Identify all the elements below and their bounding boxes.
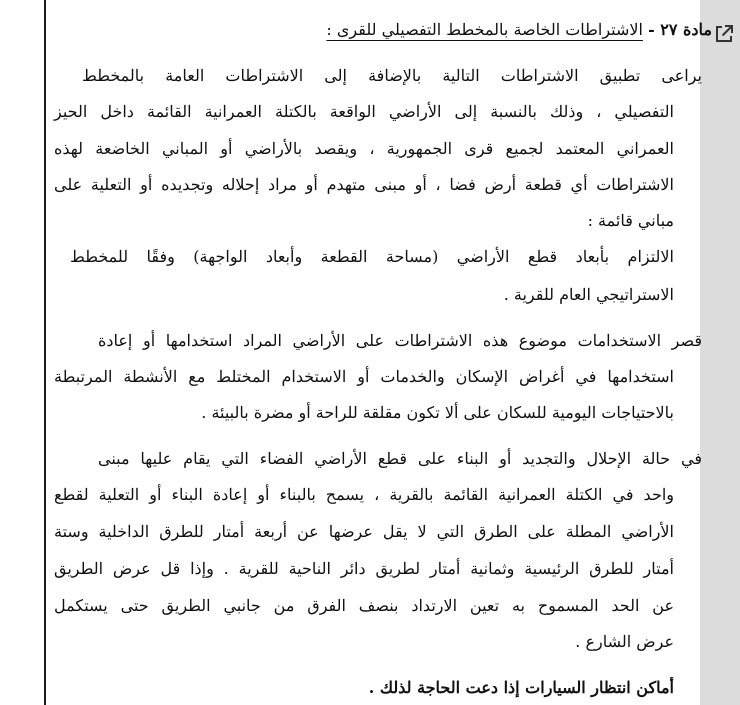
article-number: مادة ٢٧ -: [648, 20, 712, 39]
list-item-line: أمتار للطرق الرئيسية وثمانية أمتار لطريق دائر الناحية للقرية . وإذا قل عرض الطريق: [54, 559, 674, 578]
list-item-line: قصر الاستخدامات موضوع هذه الاشتراطات على الأراضي المراد استخدامها أو إعادة: [98, 331, 702, 350]
article-title: [326, 22, 712, 38]
paragraph-line: العمراني المعتمد لجميع قرى الجمهورية ، ويقصد بالأراضي أو المباني الخاضعة لهذه: [54, 139, 674, 158]
article-heading: الاشتراطات الخاصة بالمخطط التفصيلي للقرى :: [326, 20, 643, 39]
list-item-line: عن الحد المسموح به تعين الارتداد بنصف الفرق من جانبي الطريق حتى يستكمل: [54, 596, 674, 615]
list-item-line: في حالة الإحلال والتجديد أو البناء على قطع الأراضي الفضاء التي يقام عليها مبنى: [98, 449, 702, 468]
list-item-line: الاستراتيجي العام للقرية .: [503, 285, 674, 304]
list-item-line: استخدامها في أغراض الإسكان والخدمات أو الاستخدام المختلط مع الأنشطة المرتبطة: [54, 367, 674, 386]
document-page: [50, 0, 712, 705]
list-item-line: واحد في الكتلة العمرانية القائمة بالقرية ، يسمح بالبناء أو إعادة البناء أو التعلية لقطع: [54, 485, 674, 504]
list-item-line: الالتزام بأبعاد قطع الأراضي (مساحة القطعة وأبعاد الواجهة) وفقًا للمخطط: [70, 247, 674, 266]
page-border-line: [44, 0, 46, 705]
list-item-line: عرض الشارع .: [575, 632, 674, 651]
paragraph-line: التفصيلي ، وذلك بالنسبة إلى الأراضي الواقعة بالكتلة العمرانية القائمة داخل الحيز: [54, 102, 674, 121]
paragraph-line: يراعى تطبيق الاشتراطات التالية بالإضافة إلى الاشتراطات العامة بالمخطط: [82, 66, 702, 85]
paragraph-line: مباني قائمة :: [587, 211, 674, 230]
list-item-line: بالاحتياجات اليومية للسكان على ألا تكون مقلقة للراحة أو مضرة بالبيئة .: [201, 403, 674, 422]
list-item-line: أماكن انتظار السيارات إذا دعت الحاجة لذلك .: [368, 678, 674, 697]
open-in-new-window-icon[interactable]: [712, 22, 736, 46]
paragraph-line: الاشتراطات أي قطعة أرض فضا ، أو مبنى متهدم أو مراد إحلاله وتجديده أو التعلية على: [54, 175, 674, 194]
list-item-line: الأراضي المطلة على الطرق التي لا يقل عرضها عن أربعة أمتار للطرق الداخلية وستة: [54, 522, 674, 541]
